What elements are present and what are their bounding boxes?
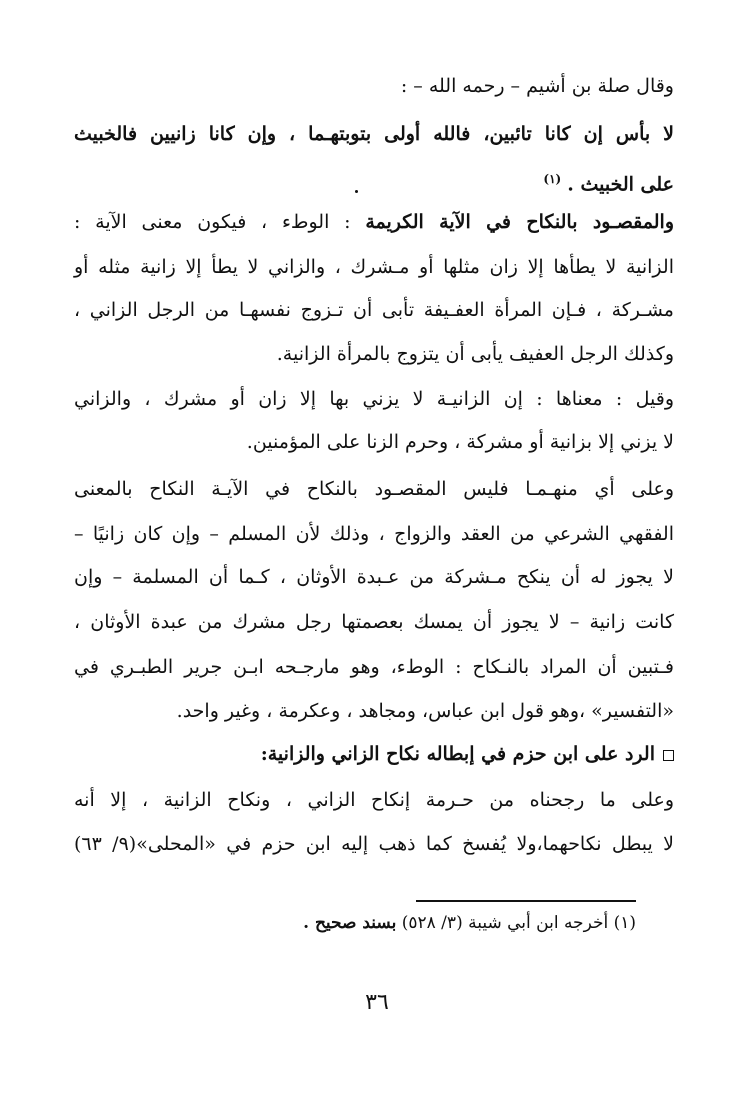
line-text: لا يبطل نكاحهما،ولا يُفسخ كما ذهب إليه ابن حزم في «المحلى»(٩/ ٦٣) xyxy=(74,833,674,855)
heading-text: الرد على ابن حزم في إبطاله نكاح الزاني والزانية: xyxy=(260,743,655,765)
line-text: : الوطء ، فيكون معنى الآية : xyxy=(74,211,351,233)
text-line xyxy=(74,296,674,324)
line-text: وعلى ما رجحناه من حـرمة إنكاح الزاني ، ونكاح الزانية ، إلا أنه xyxy=(74,789,674,811)
text-line xyxy=(74,475,674,503)
line-text: الزانية لا يطأها إلا زان مثلها أو مـشرك ، والزاني لا يطأ إلا زانية مثله أو xyxy=(74,256,674,278)
footnote-marker: (١) xyxy=(543,172,562,186)
text-line xyxy=(74,385,674,413)
line-text: «التفسير» ،وهو قول ابن عباس، ومجاهد ، وعكرمة ، وغير واحد. xyxy=(176,700,674,722)
text-line xyxy=(74,786,674,814)
line-text: وقال صلة بن أشيم – رحمه الله – : xyxy=(400,75,674,97)
footnote xyxy=(303,910,636,936)
footnote-bold: بسند صحيح . xyxy=(303,913,397,933)
footnote-text: (١) أخرجه ابن أبي شيبة (٣/ ٥٢٨) xyxy=(401,913,636,933)
square-bullet-icon xyxy=(663,750,674,761)
text-line xyxy=(74,428,674,456)
line-text: لا يزني إلا بزانية أو مشركة ، وحرم الزنا على المؤمنين. xyxy=(246,431,674,453)
line-text: على الخبيث . xyxy=(567,173,674,196)
text-line xyxy=(74,253,674,281)
text-line xyxy=(74,208,674,236)
line-text: مشـركة ، فـإن المرأة العفـيفة تأبى أن تـزوج نفسهـا من الرجل الزاني ، xyxy=(74,299,674,321)
footnote-divider xyxy=(416,900,636,902)
text-line xyxy=(74,830,674,858)
line-text: الفقهي الشرعي من العقد والزواج ، وذلك لأن المسلم – وإن كان زانيًا – xyxy=(74,523,674,545)
line-text: لا بأس إن كانا تائبين، فالله أولى بتوبتهـما ، وإن كانا زانيين فالخبيث xyxy=(74,123,674,145)
quote-line xyxy=(74,165,674,198)
text-line xyxy=(74,72,674,100)
section-heading xyxy=(74,740,674,768)
line-text: لا يجوز له أن ينكح مـشركة من عـبدة الأوثان ، كـما أن المسلمة – وإن xyxy=(74,566,674,588)
line-text: فـتبين أن المراد بالنـكاح : الوطء، وهو مارجـحه ابـن جرير الطبـري في xyxy=(74,656,674,678)
line-text: وعلى أي منهـمـا فليس المقصـود بالنكاح في الآيـة النكاح بالمعنى xyxy=(74,478,674,500)
text-line xyxy=(74,520,674,548)
quote-line xyxy=(74,120,674,148)
text-line xyxy=(74,563,674,591)
page-number: ٣٦ xyxy=(365,990,389,1015)
text-line xyxy=(74,340,674,368)
text-line xyxy=(74,697,674,725)
text-line xyxy=(74,653,674,681)
text-line xyxy=(74,608,674,636)
bold-term: والمقصـود بالنكاح في الآية الكريمة xyxy=(365,211,675,233)
line-text: وكذلك الرجل العفيف يأبى أن يتزوج بالمرأة الزانية. xyxy=(276,343,674,365)
ink-dot xyxy=(355,190,358,193)
line-text: وقيل : معناها : إن الزانيـة لا يزني بها إلا زان أو مشرك ، والزاني xyxy=(74,388,674,410)
line-text: كانت زانية – لا يجوز أن يمسك بعصمتها رجل مشرك من عبدة الأوثان ، xyxy=(74,611,674,633)
